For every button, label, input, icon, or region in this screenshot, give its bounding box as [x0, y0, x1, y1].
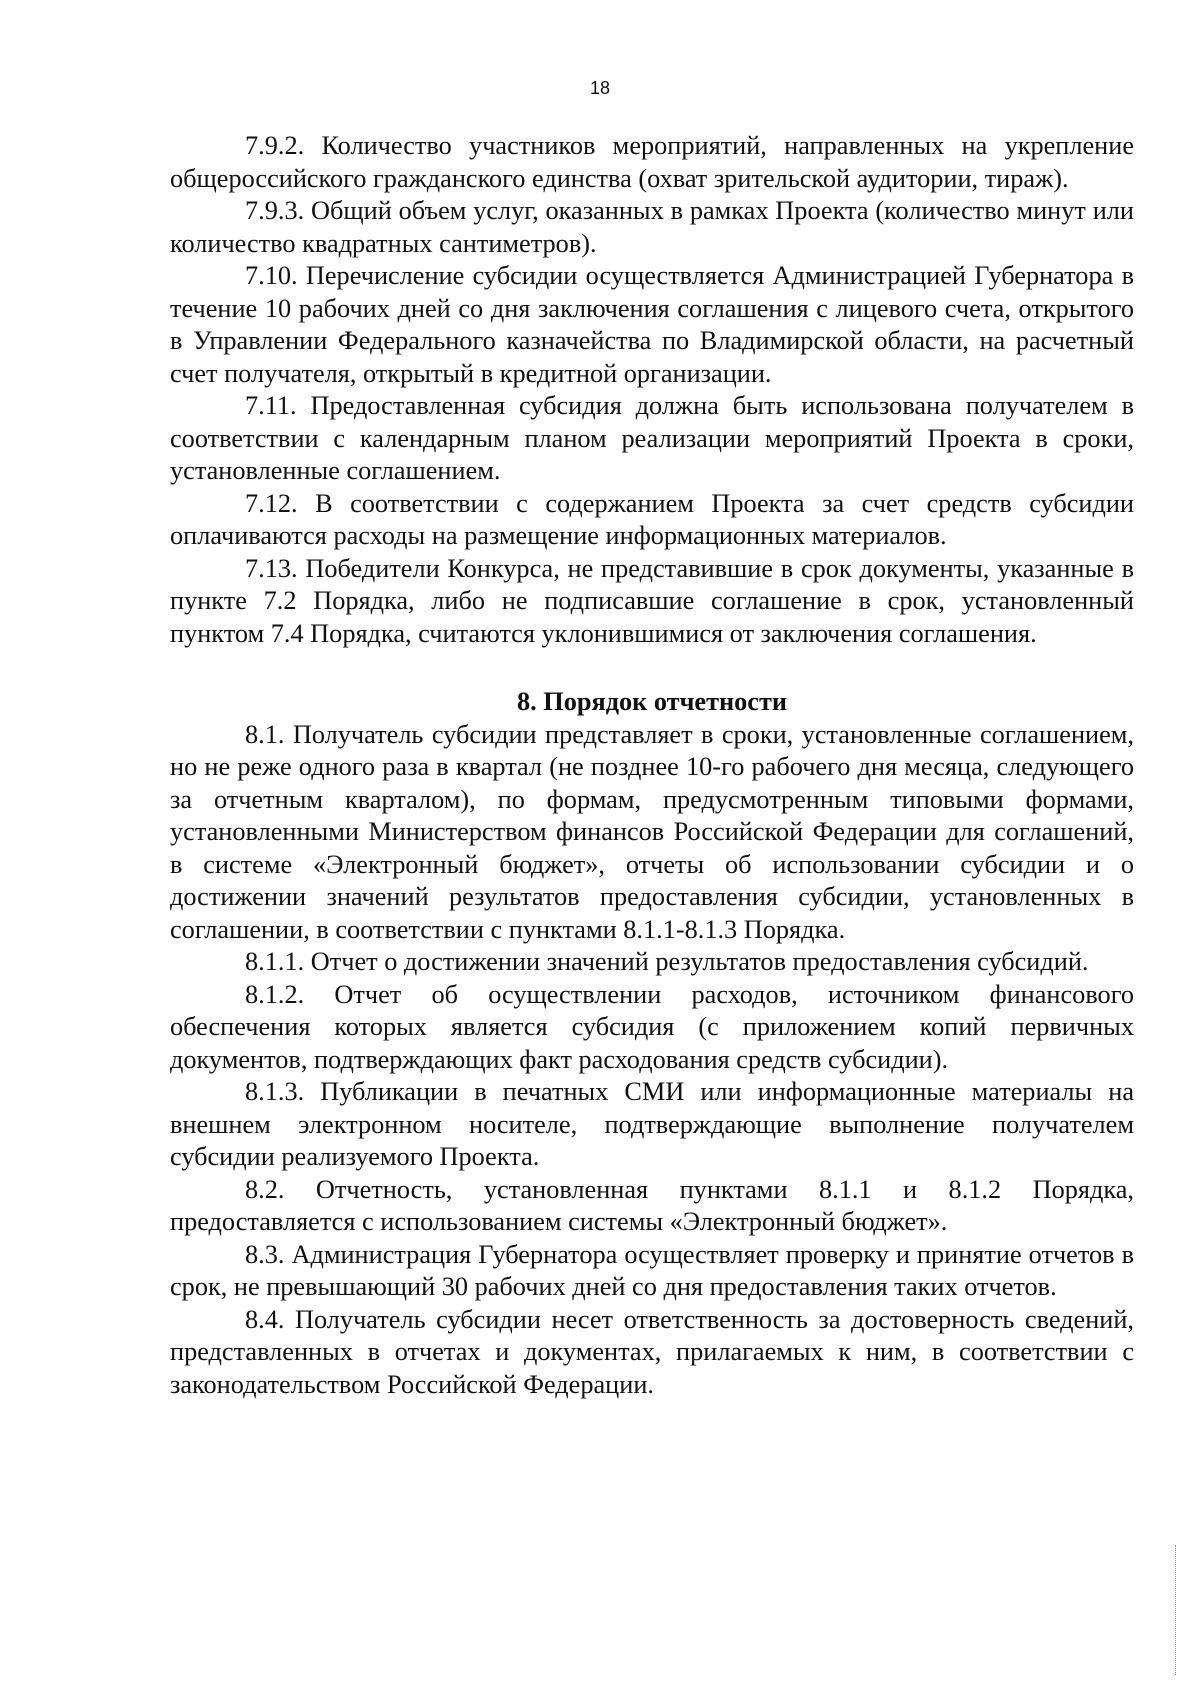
paragraph-8-3: 8.3. Администрация Губернатора осуществляет проверку и принятие отчетов в срок, не превышающий 30 рабочих дней со дня предоставления таких отчетов. [170, 1239, 1134, 1301]
paragraph-7-9-3: 7.9.3. Общий объем услуг, оказанных в рамках Проекта (количество минут или количество квадратных сантиметров). [170, 196, 1134, 258]
paragraph-7-13: 7.13. Победители Конкурса, не представившие в срок документы, указанные в пункте 7.2 Порядка, либо не подписавшие соглашение в срок, установленный пунктом 7.4 Порядка, считаются уклонившимися от заключения соглашения. [170, 553, 1134, 648]
paragraph-8-1-3: 8.1.3. Публикации в печатных СМИ или информационные материалы на внешнем электронном носителе, подтверждающие выполнение получателем субсидии реализуемого Проекта. [170, 1077, 1134, 1171]
paragraph-7-10: 7.10. Перечисление субсидии осуществляется Администрацией Губернатора в течение 10 рабочих дней со дня заключения соглашения с лицевого счета, открытого в Управлении Федерального казначейства по Владимирской области, на расчетный счет получателя, открытый в кредитной организации. [170, 261, 1134, 388]
section-heading: 8. Порядок отчетности [516, 687, 788, 716]
paragraph-7-9-2: 7.9.2. Количество участников мероприятий, направленных на укрепление общероссийского гражданского единства (охват зрительской аудитории, тираж). [170, 131, 1134, 193]
paragraph-8-2: 8.2. Отчетность, установленная пунктами 8.1.1 и 8.1.2 Порядка, предоставляется с использованием системы «Электронный бюджет». [170, 1174, 1134, 1236]
paragraph-7-12: 7.12. В соответствии с содержанием Проекта за счет средств субсидии оплачиваются расходы на размещение информационных материалов. [170, 488, 1134, 550]
paragraph-8-1-1: 8.1.1. Отчет о достижении значений результатов предоставления субсидий. [245, 947, 1089, 976]
scan-edge-marks [1175, 1545, 1178, 1675]
paragraph-8-1: 8.1. Получатель субсидии представляет в сроки, установленные соглашением, но не реже одного раза в квартал (не позднее 10-го рабочего дня месяца, следующего за отчетным кварталом), по формам, предусмотренным типовыми формами, установленными Министерством финансов Российской Федерации для соглашений, в системе «Электронный бюджет», отчеты об использовании субсидии и о достижении значений результатов предоставления субсидии, установленных в соглашении, в соответствии с пунктами 8.1.1-8.1.3 Порядка. [170, 719, 1134, 944]
document-body [170, 130, 1134, 1401]
page-number: 18 [589, 78, 611, 98]
paragraph-7-11: 7.11. Предоставленная субсидия должна быть использована получателем в соответствии с календарным планом реализации мероприятий Проекта в сроки, установленные соглашением. [170, 391, 1134, 485]
paragraph-8-1-2: 8.1.2. Отчет об осуществлении расходов, источником финансового обеспечения которых является субсидия (с приложением копий первичных документов, подтверждающих факт расходования средств субсидии). [170, 979, 1134, 1074]
paragraph-8-4: 8.4. Получатель субсидии несет ответственность за достоверность сведений, представленных в отчетах и документах, прилагаемых к ним, в соответствии с законодательством Российской Федерации. [170, 1304, 1134, 1399]
